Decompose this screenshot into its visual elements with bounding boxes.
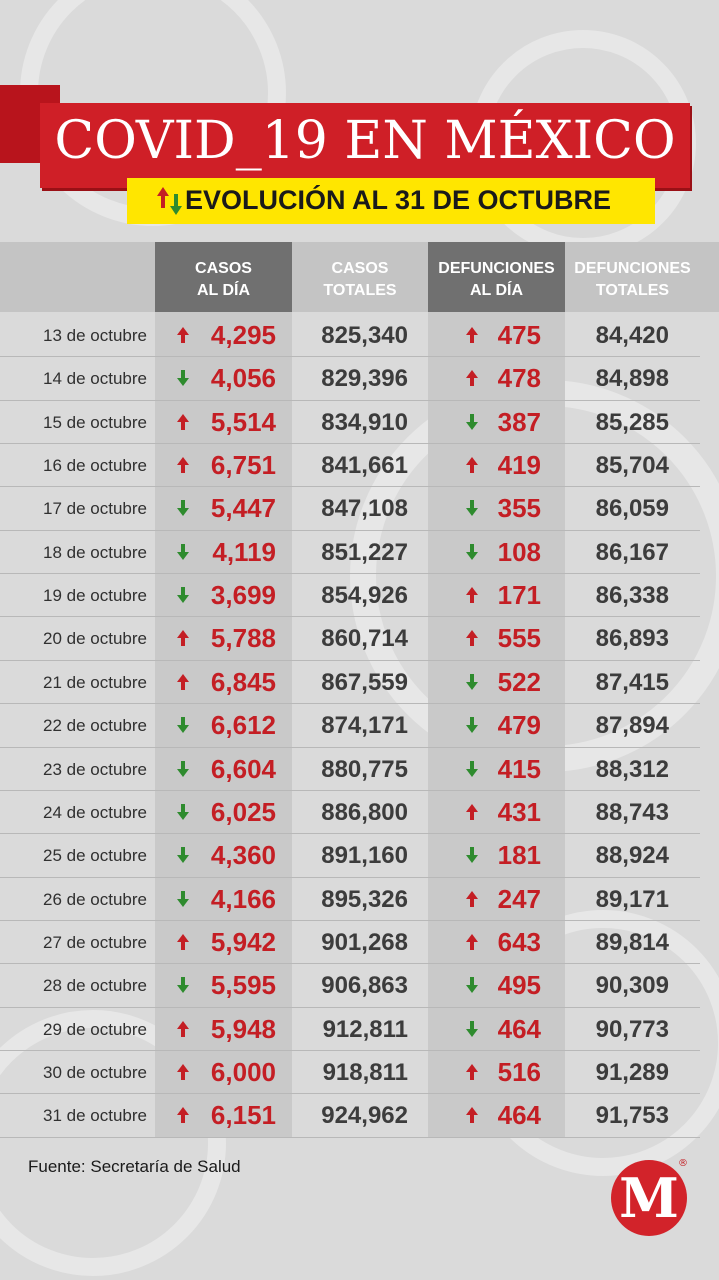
table-row (0, 314, 700, 357)
arrow-up-icon (466, 370, 478, 386)
casos-totales-value: 891,160 (321, 842, 408, 870)
casos-totales-value: 918,811 (322, 1058, 408, 1086)
def-totales-value: 89,171 (595, 885, 669, 913)
casos-totales-value: 851,227 (321, 538, 408, 566)
row-date: 14 de octubre (43, 369, 147, 389)
def-totales-value: 86,893 (595, 625, 669, 653)
row-date: 30 de octubre (43, 1062, 147, 1082)
header-def-totales: DEFUNCIONES TOTALES (574, 260, 691, 299)
def-dia-value: 464 (497, 1013, 541, 1044)
arrow-down-icon (466, 414, 478, 430)
def-totales-value: 91,289 (595, 1058, 669, 1086)
casos-totales-value: 880,775 (321, 755, 408, 783)
arrow-up-icon (466, 934, 478, 950)
arrow-down-icon (466, 761, 478, 777)
row-date: 21 de octubre (43, 672, 147, 692)
def-dia-value: 355 (497, 493, 541, 524)
def-dia-value: 475 (497, 320, 541, 350)
casos-dia-value: 3,699 (210, 580, 276, 611)
casos-totales-value: 867,559 (321, 668, 408, 696)
row-date: 16 de octubre (43, 456, 147, 476)
table-row (0, 748, 700, 791)
subtitle-bar (127, 178, 655, 224)
arrow-down-icon (177, 891, 189, 907)
def-dia-value: 387 (497, 406, 541, 437)
table-row (0, 1094, 700, 1137)
page-title: COVID_19 EN MÉXICO (54, 111, 676, 171)
casos-dia-value: 5,595 (210, 970, 276, 1001)
row-date: 22 de octubre (43, 716, 147, 736)
casos-totales-value: 860,714 (321, 625, 408, 653)
arrow-up-icon (466, 327, 478, 343)
def-totales-value: 88,743 (595, 798, 669, 826)
def-totales-value: 88,312 (595, 755, 669, 783)
row-date: 25 de octubre (43, 846, 147, 866)
casos-dia-value: 6,845 (210, 666, 276, 697)
def-totales-value: 91,753 (595, 1102, 669, 1130)
header-casos-totales: CASOS TOTALES (323, 260, 397, 299)
arrow-up-icon (177, 934, 189, 950)
def-totales-value: 87,894 (595, 712, 669, 740)
def-dia-value: 415 (497, 753, 541, 784)
casos-dia-value: 5,514 (210, 406, 276, 437)
def-totales-value: 88,924 (595, 842, 669, 870)
table-row (0, 1008, 700, 1051)
arrow-down-icon (466, 500, 478, 516)
subtitle: EVOLUCIÓN AL 31 DE OCTUBRE (185, 185, 612, 215)
def-totales-value: 87,415 (595, 668, 669, 696)
casos-dia-value: 5,942 (210, 926, 276, 957)
casos-dia-value: 6,025 (210, 796, 276, 827)
casos-totales-value: 901,268 (321, 928, 408, 956)
casos-totales-value: 906,863 (321, 972, 408, 1000)
def-totales-value: 85,704 (595, 452, 669, 480)
def-dia-value: 247 (497, 883, 541, 914)
table-row (0, 834, 700, 877)
def-dia-value: 643 (497, 926, 541, 957)
row-date: 28 de octubre (43, 976, 147, 996)
def-dia-value: 522 (497, 666, 541, 697)
arrow-up-icon (466, 891, 478, 907)
casos-totales-value: 834,910 (321, 408, 408, 436)
table-row (0, 1051, 700, 1094)
casos-dia-value: 6,151 (210, 1100, 276, 1131)
casos-dia-value: 6,612 (210, 710, 276, 741)
header-def-dia: DEFUNCIONES AL DÍA (438, 260, 555, 299)
milenio-logo (611, 1160, 687, 1236)
table-row (0, 704, 700, 747)
arrow-down-icon (466, 717, 478, 733)
casos-totales-value: 847,108 (321, 495, 408, 523)
row-date: 29 de octubre (43, 1019, 147, 1039)
casos-dia-value: 4,119 (212, 536, 276, 567)
table-row (0, 444, 700, 487)
header-casos-dia: CASOS AL DÍA (195, 260, 252, 299)
casos-dia-value: 6,000 (210, 1056, 276, 1087)
title-banner (40, 103, 690, 188)
arrow-up-icon (177, 1064, 189, 1080)
row-date: 13 de octubre (43, 326, 147, 345)
casos-totales-value: 895,326 (321, 885, 408, 913)
def-totales-value: 90,773 (595, 1015, 669, 1043)
arrow-down-icon (177, 717, 189, 733)
casos-totales-value: 874,171 (321, 712, 408, 740)
source-note: Fuente: Secretaría de Salud (28, 1157, 241, 1176)
arrow-down-icon (177, 804, 189, 820)
row-date: 31 de octubre (43, 1106, 147, 1126)
table-row (0, 964, 700, 1007)
row-date: 24 de octubre (43, 802, 147, 822)
row-date: 20 de octubre (43, 629, 147, 649)
def-dia-value: 171 (497, 580, 541, 611)
casos-dia-value: 5,788 (210, 623, 276, 654)
arrow-down-icon (177, 761, 189, 777)
arrow-down-icon (177, 847, 189, 863)
table-row (0, 661, 700, 704)
table-row (0, 617, 700, 660)
arrow-down-icon (466, 977, 478, 993)
up-down-arrows-icon (157, 186, 183, 216)
def-dia-value: 516 (497, 1056, 541, 1087)
casos-dia-value: 4,295 (210, 320, 276, 350)
row-divider (0, 1137, 700, 1138)
table-row (0, 791, 700, 834)
arrow-up-icon (466, 457, 478, 473)
def-dia-value: 464 (497, 1100, 541, 1131)
def-dia-value: 419 (497, 450, 541, 481)
arrow-up-icon (177, 457, 189, 473)
arrow-up-icon (466, 1107, 478, 1123)
arrow-up-icon (177, 630, 189, 646)
def-dia-value: 108 (497, 536, 541, 567)
table-row (0, 401, 700, 444)
casos-dia-value: 6,604 (210, 753, 276, 784)
table-row (0, 878, 700, 921)
table-row (0, 574, 700, 617)
arrow-up-icon (177, 1107, 189, 1123)
casos-totales-value: 825,340 (321, 322, 408, 349)
arrow-down-icon (466, 674, 478, 690)
def-totales-value: 86,338 (595, 582, 669, 610)
table-row (0, 921, 700, 964)
def-totales-value: 84,420 (595, 322, 669, 349)
arrow-up-icon (177, 327, 189, 343)
arrow-down-icon (177, 587, 189, 603)
arrow-down-icon (177, 977, 189, 993)
casos-dia-value: 5,447 (210, 493, 276, 524)
casos-dia-value: 4,360 (210, 840, 276, 871)
def-totales-value: 84,898 (595, 365, 669, 393)
arrow-up-icon (177, 414, 189, 430)
table-row (0, 531, 700, 574)
casos-dia-value: 4,056 (210, 363, 276, 394)
casos-totales-value: 854,926 (321, 582, 408, 610)
arrow-down-icon (177, 500, 189, 516)
casos-dia-value: 4,166 (210, 883, 276, 914)
def-totales-value: 86,167 (595, 538, 669, 566)
casos-dia-value: 6,751 (210, 450, 276, 481)
casos-totales-value: 829,396 (321, 365, 408, 393)
row-date: 27 de octubre (43, 932, 147, 952)
def-totales-value: 86,059 (595, 495, 669, 523)
arrow-down-icon (177, 370, 189, 386)
arrow-up-icon (466, 1064, 478, 1080)
row-date: 19 de octubre (43, 586, 147, 606)
def-dia-value: 431 (497, 796, 541, 827)
casos-dia-value: 5,948 (210, 1013, 276, 1044)
row-date: 26 de octubre (43, 889, 147, 909)
def-dia-value: 555 (497, 623, 541, 654)
def-totales-value: 89,814 (595, 928, 669, 956)
casos-totales-value: 924,962 (321, 1102, 408, 1130)
def-dia-value: 479 (497, 710, 541, 741)
arrow-up-icon (466, 630, 478, 646)
row-date: 17 de octubre (43, 499, 147, 519)
row-date: 23 de octubre (43, 759, 147, 779)
arrow-up-icon (466, 804, 478, 820)
table-row (0, 487, 700, 530)
arrow-down-icon (466, 544, 478, 560)
def-dia-value: 181 (497, 840, 541, 871)
table-row (0, 357, 700, 400)
registered-mark: ® (678, 1158, 688, 1169)
logo-letter: M (619, 1166, 679, 1230)
def-dia-value: 478 (497, 363, 541, 394)
arrow-up-icon (177, 674, 189, 690)
row-date: 18 de octubre (43, 542, 147, 562)
def-dia-value: 495 (497, 970, 541, 1001)
def-totales-value: 85,285 (595, 408, 669, 436)
arrow-down-icon (466, 847, 478, 863)
def-totales-value: 90,309 (595, 972, 669, 1000)
casos-totales-value: 886,800 (321, 798, 408, 826)
row-date: 15 de octubre (43, 412, 147, 432)
casos-totales-value: 912,811 (322, 1015, 408, 1043)
arrow-up-icon (466, 587, 478, 603)
casos-totales-value: 841,661 (321, 452, 408, 480)
arrow-down-icon (466, 1021, 478, 1037)
arrow-down-icon (177, 544, 189, 560)
arrow-up-icon (177, 1021, 189, 1037)
